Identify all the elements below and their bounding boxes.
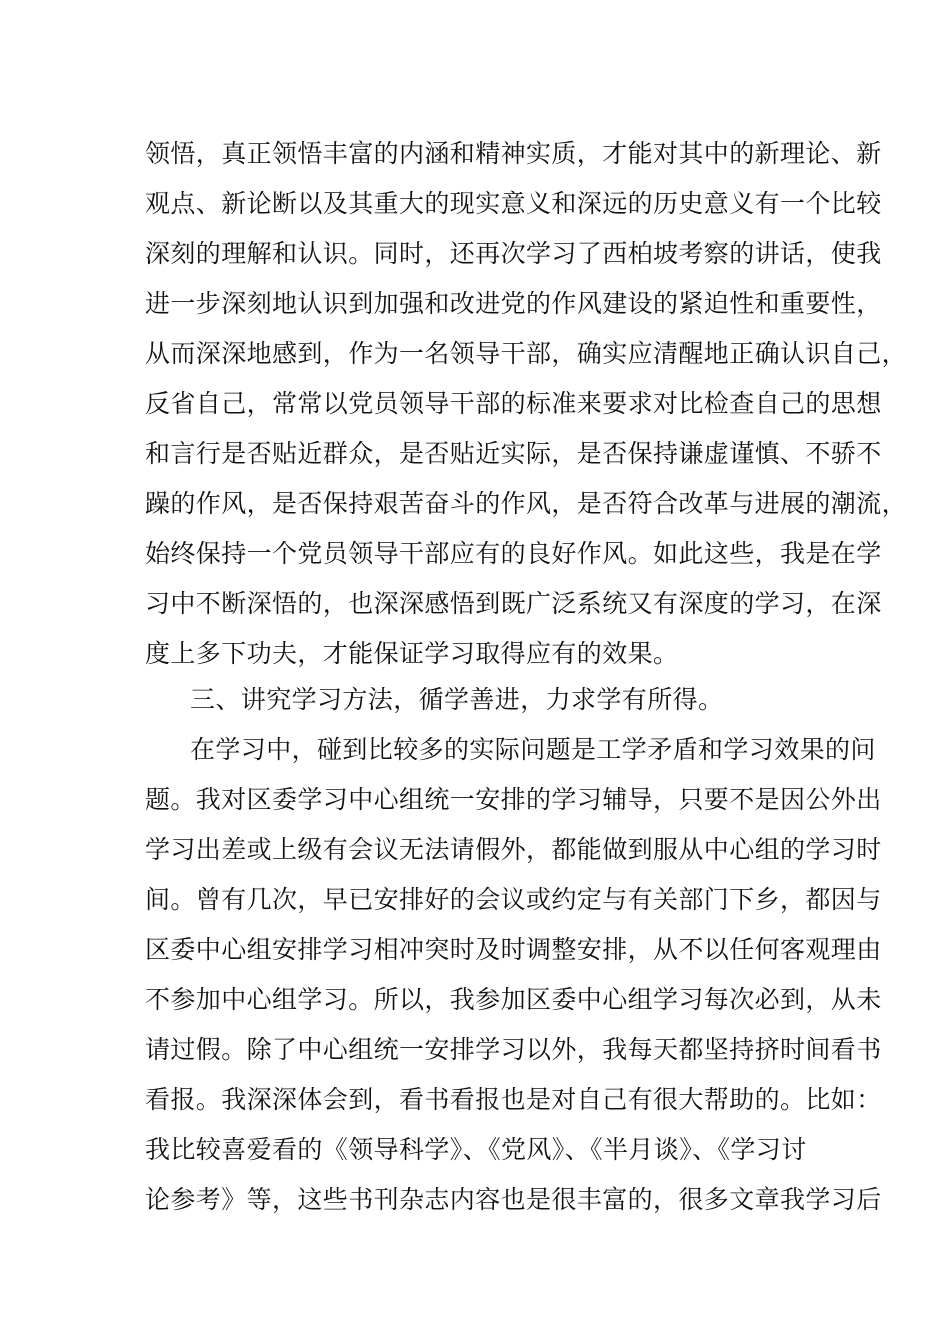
text-line: 论参考》等，这些书刊杂志内容也是很丰富的，很多文章我学习后 <box>145 1185 882 1214</box>
text-line: 我比较喜爱看的《领导科学》、《党风》、《半月谈》、《学习讨 <box>145 1135 807 1164</box>
text-line: 看报。我深深体会到，看书看报也是对自己有很大帮助的。比如： <box>145 1085 882 1114</box>
text-line: 反省自己，常常以党员领导干部的标准来要求对比检查自己的思想 <box>145 389 882 418</box>
text-line: 领悟，真正领悟丰富的内涵和精神实质，才能对其中的新理论、新 <box>145 139 882 168</box>
text-line: 间。曾有几次，早已安排好的会议或约定与有关部门下乡，都因与 <box>145 885 882 914</box>
text-line: 区委中心组安排学习相冲突时及时调整安排，从不以任何客观理由 <box>145 935 882 964</box>
text-line: 躁的作风，是否保持艰苦奋斗的作风，是否符合改革与进展的潮流， <box>145 489 908 518</box>
section-heading: 三、讲究学习方法，循学善进，力求学有所得。 <box>190 685 724 714</box>
text-line: 学习出差或上级有会议无法请假外，都能做到服从中心组的学习时 <box>145 835 882 864</box>
paragraph-first-line: 在学习中，碰到比较多的实际问题是工学矛盾和学习效果的问 <box>190 735 876 764</box>
text-line: 不参加中心组学习。所以，我参加区委中心组学习每次必到，从未 <box>145 985 882 1014</box>
text-line: 题。我对区委学习中心组统一安排的学习辅导，只要不是因公外出 <box>145 785 882 814</box>
text-line: 习中不断深悟的，也深深感悟到既广泛系统又有深度的学习，在深 <box>145 589 882 618</box>
text-line: 请过假。除了中心组统一安排学习以外，我每天都坚持挤时间看书 <box>145 1035 882 1064</box>
text-line: 始终保持一个党员领导干部应有的良好作风。如此这些，我是在学 <box>145 539 882 568</box>
text-line: 深刻的理解和认识。同时，还再次学习了西柏坡考察的讲话，使我 <box>145 239 882 268</box>
text-line: 度上多下功夫，才能保证学习取得应有的效果。 <box>145 639 679 668</box>
text-line: 进一步深刻地认识到加强和改进党的作风建设的紧迫性和重要性， <box>145 289 882 318</box>
text-line: 观点、新论断以及其重大的现实意义和深远的历史意义有一个比较 <box>145 189 882 218</box>
text-line: 和言行是否贴近群众，是否贴近实际，是否保持谦虚谨慎、不骄不 <box>145 439 882 468</box>
text-line: 从而深深地感到，作为一名领导干部，确实应清醒地正确认识自己， <box>145 339 908 368</box>
